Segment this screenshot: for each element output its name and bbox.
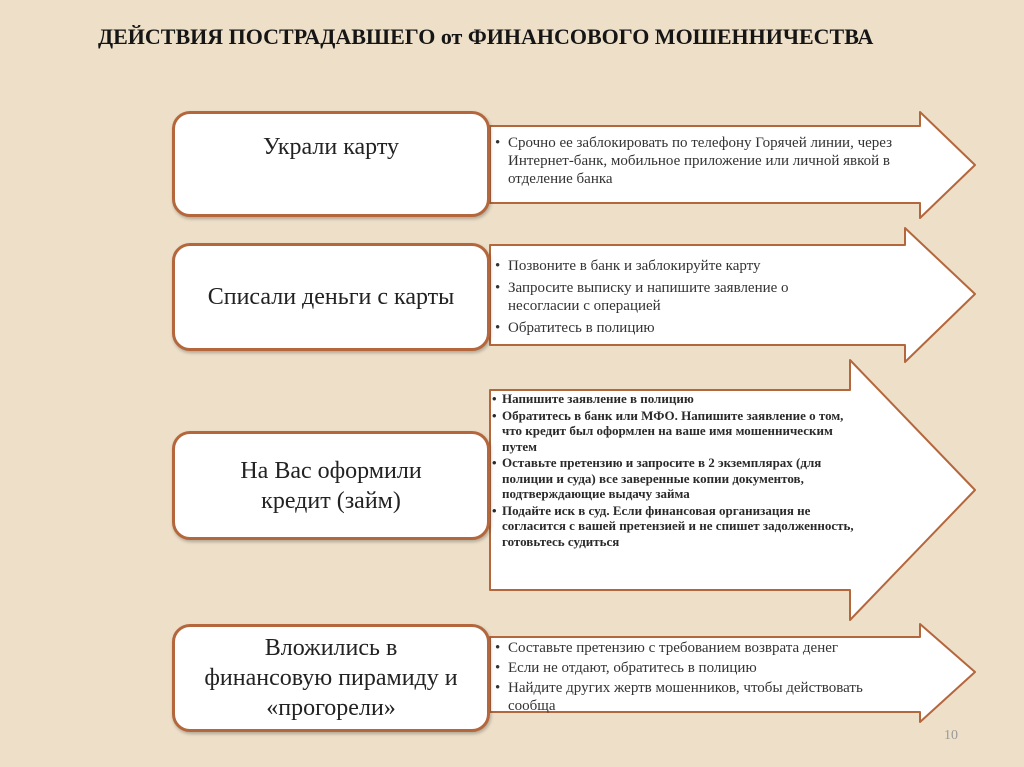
actions-list-stolen-card bbox=[492, 134, 912, 192]
action-item: • Обратитесь в банк или МФО. Напишите заявление о том, что кредит был оформлен на ваше имя мошенническим путем bbox=[492, 408, 854, 455]
situation-box-pyramid bbox=[172, 624, 490, 732]
action-item: • Запросите выписку и напишите заявление о несогласии с операцией bbox=[492, 279, 862, 315]
action-item: • Срочно ее заблокировать по телефону Горячей линии, через Интернет-банк, мобильное приложение или личной явкой в отделение банка bbox=[492, 134, 912, 188]
actions-list-money-debited bbox=[492, 257, 862, 341]
action-item: • Подайте иск в суд. Если финансовая организация не согласится с вашей претензией и не спишет задолженность, готовьтесь судиться bbox=[492, 503, 854, 550]
actions-list-fraud-loan bbox=[492, 391, 854, 550]
slide-title: ДЕЙСТВИЯ ПОСТРАДАВШЕГО от ФИНАНСОВОГО МОШЕННИЧЕСТВА bbox=[98, 24, 874, 49]
action-item: • Позвоните в банк и заблокируйте карту bbox=[492, 257, 862, 275]
situation-label: На Вас оформили кредит (займ) bbox=[240, 457, 422, 514]
action-item: • Напишите заявление в полицию bbox=[492, 391, 854, 407]
situation-label: Украли карту bbox=[262, 134, 400, 160]
situation-label: Списали деньги с карты bbox=[207, 284, 455, 310]
situation-box-fraud-loan bbox=[172, 431, 490, 540]
situation-box-money-debited bbox=[172, 243, 490, 351]
action-item: • Обратитесь в полицию bbox=[492, 319, 862, 337]
situation-label: Вложились в финансовую пирамиду и «прогорели» bbox=[204, 635, 458, 721]
situation-box-stolen-card bbox=[172, 111, 490, 217]
actions-list-pyramid bbox=[492, 639, 912, 717]
action-item: • Составьте претензию с требованием возврата денег bbox=[492, 639, 912, 657]
action-item: • Оставьте претензию и запросите в 2 экземплярах (для полиции и суда) все заверенные копии документов, подтверждающие выдачу займа bbox=[492, 455, 854, 502]
page-number: 10 bbox=[944, 728, 958, 743]
action-item: • Если не отдают, обратитесь в полицию bbox=[492, 659, 912, 677]
action-item: • Найдите других жертв мошенников, чтобы действовать сообща bbox=[492, 679, 912, 715]
